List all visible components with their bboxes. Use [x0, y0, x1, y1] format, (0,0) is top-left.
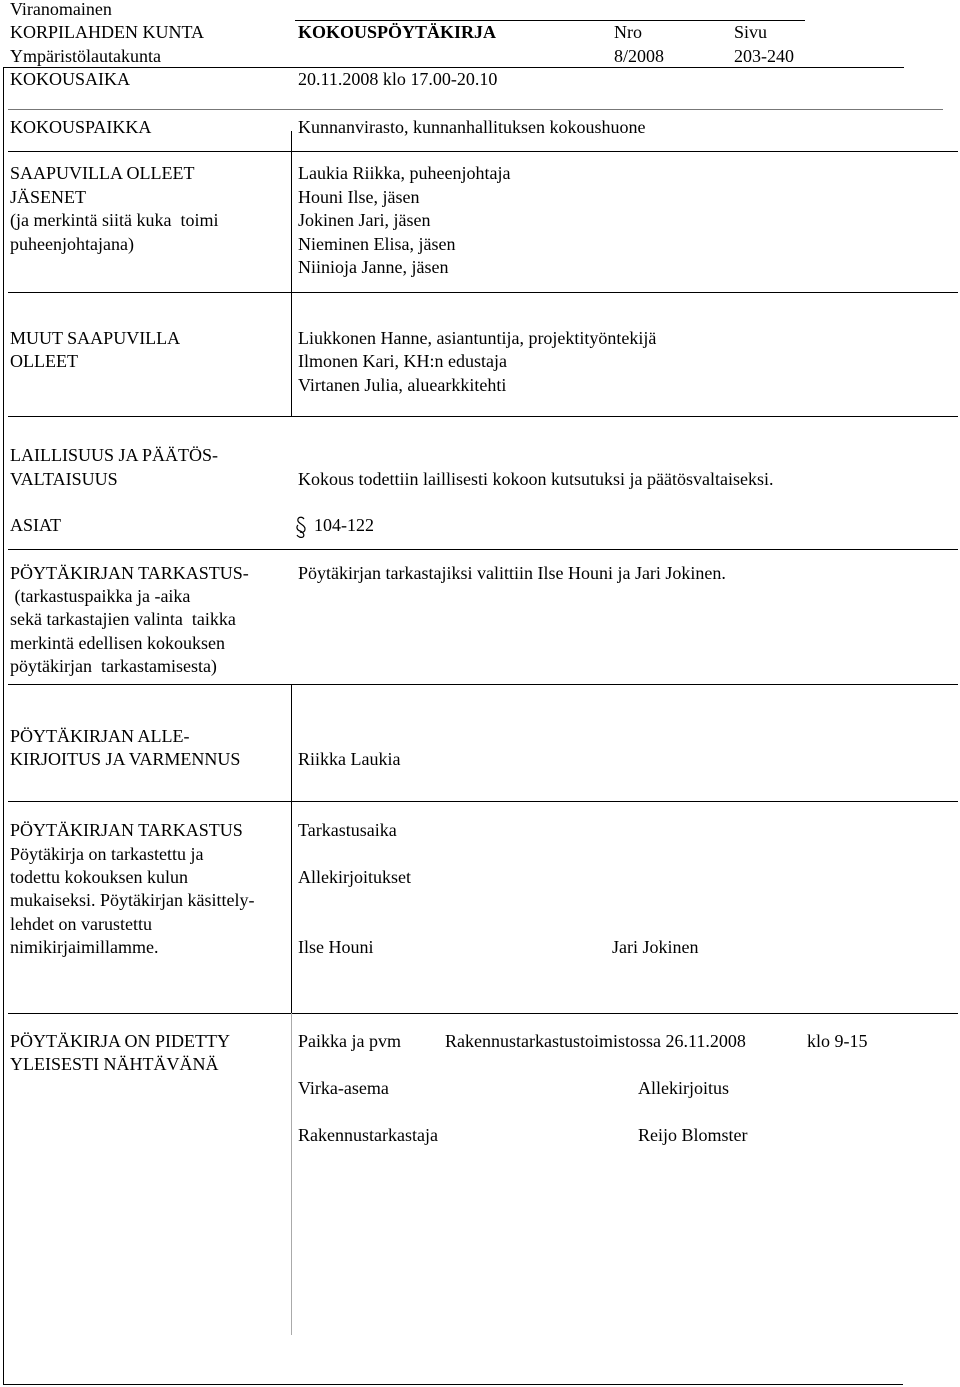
review-rule: [8, 1013, 958, 1014]
meeting-place-label: KOKOUSPAIKKA: [10, 117, 152, 137]
member-name: Niinioja Janne, jäsen: [298, 257, 449, 277]
nro-value: 8/2008: [614, 46, 665, 66]
matters-rule: [8, 549, 958, 550]
review-label-line: nimikirjaimillamme.: [10, 937, 159, 957]
signature-name: Riikka Laukia: [298, 749, 401, 769]
member-name: Jokinen Jari, jäsen: [298, 210, 431, 230]
legality-label-line: VALTAISUUS: [10, 469, 118, 489]
public-position-value: Rakennustarkastaja: [298, 1125, 438, 1145]
review-selection-label-line: (tarkastuspaikka ja -aika: [10, 586, 191, 606]
reviewer-name: Jari Jokinen: [612, 937, 699, 957]
review-selection-rule: [8, 684, 958, 685]
document-type: KOKOUSPÖYTÄKIRJA: [298, 22, 497, 42]
legality-label-line: LAILLISUUS JA PÄÄTÖS-: [10, 445, 219, 465]
members-label-line: (ja merkintä siitä kuka toimi: [10, 210, 219, 230]
column-divider-2: [291, 292, 292, 416]
review-label-line: mukaiseksi. Pöytäkirjan käsittely-: [10, 890, 255, 910]
column-divider-5: [291, 1013, 292, 1335]
other-attendee: Ilmonen Kari, KH:n edustaja: [298, 351, 507, 371]
member-name: Houni Ilse, jäsen: [298, 187, 420, 207]
others-label-line: MUUT SAAPUVILLA: [10, 328, 181, 348]
members-label-line: JÄSENET: [10, 187, 86, 207]
column-divider-4: [291, 801, 292, 1013]
bottom-rule: [3, 1384, 903, 1385]
public-place-value: Rakennustarkastustoimistossa 26.11.2008: [445, 1031, 746, 1051]
public-position-label: Virka-asema: [298, 1078, 389, 1098]
review-selection-label-line: PÖYTÄKIRJAN TARKASTUS-: [10, 563, 249, 583]
left-border: [3, 67, 4, 1385]
members-label-line: puheenjohtajana): [10, 234, 134, 254]
review-selection-label-line: sekä tarkastajien valinta taikka: [10, 609, 236, 629]
meeting-place-value: Kunnanvirasto, kunnanhallituksen kokoushuone: [298, 117, 646, 137]
other-attendee: Liukkonen Hanne, asiantuntija, projektityöntekijä: [298, 328, 657, 348]
others-label-line: OLLEET: [10, 351, 78, 371]
matters-label: ASIAT: [10, 515, 62, 535]
column-divider-3: [291, 684, 292, 801]
section-sign-icon: [294, 516, 308, 538]
column-divider-1: [291, 131, 292, 292]
review-label-line: todettu kokouksen kulun: [10, 867, 188, 887]
sivu-label: Sivu: [734, 22, 768, 42]
meeting-time-value: 20.11.2008 klo 17.00-20.10: [298, 69, 498, 89]
reviewer-name: Ilse Houni: [298, 937, 374, 957]
others-rule: [8, 416, 958, 417]
public-signature-label: Allekirjoitus: [638, 1078, 729, 1098]
status-label: Viranomainen: [10, 0, 112, 19]
review-selection-label-line: pöytäkirjan tarkastamisesta): [10, 656, 217, 676]
review-time-label: Tarkastusaika: [298, 820, 397, 840]
review-label-line: Pöytäkirja on tarkastettu ja: [10, 844, 204, 864]
member-name: Nieminen Elisa, jäsen: [298, 234, 456, 254]
public-hours: klo 9-15: [807, 1031, 868, 1051]
municipality: KORPILAHDEN KUNTA: [10, 22, 205, 42]
signature-rule: [8, 801, 958, 802]
members-label-line: SAAPUVILLA OLLEET: [10, 163, 195, 183]
review-selection-label-line: merkintä edellisen kokouksen: [10, 633, 225, 653]
members-rule: [8, 292, 958, 293]
sivu-value: 203-240: [734, 46, 794, 66]
other-attendee: Virtanen Julia, aluearkkitehti: [298, 375, 507, 395]
meeting-time-label: KOKOUSAIKA: [10, 69, 130, 89]
public-signer: Reijo Blomster: [638, 1125, 748, 1145]
signature-label-line: PÖYTÄKIRJAN ALLE-: [10, 726, 190, 746]
department: Ympäristölautakunta: [10, 46, 161, 66]
public-place-label: Paikka ja pvm: [298, 1031, 401, 1051]
signature-label-line: KIRJOITUS JA VARMENNUS: [10, 749, 241, 769]
review-selection-text: Pöytäkirjan tarkastajiksi valittiin Ilse Houni ja Jari Jokinen.: [298, 563, 726, 583]
review-label-line: PÖYTÄKIRJAN TARKASTUS: [10, 820, 243, 840]
place-rule: [8, 151, 958, 152]
time-rule: [8, 109, 943, 110]
legality-text: Kokous todettiin laillisesti kokoon kutsutuksi ja päätösvaltaiseksi.: [298, 469, 774, 489]
public-label-line: PÖYTÄKIRJA ON PIDETTY: [10, 1031, 230, 1051]
matters-value: 104-122: [314, 515, 374, 535]
public-label-line: YLEISESTI NÄHTÄVÄNÄ: [10, 1054, 219, 1074]
member-name: Laukia Riikka, puheenjohtaja: [298, 163, 511, 183]
review-label-line: lehdet on varustettu: [10, 914, 152, 934]
review-signatures-label: Allekirjoitukset: [298, 867, 411, 887]
nro-label: Nro: [614, 22, 642, 42]
